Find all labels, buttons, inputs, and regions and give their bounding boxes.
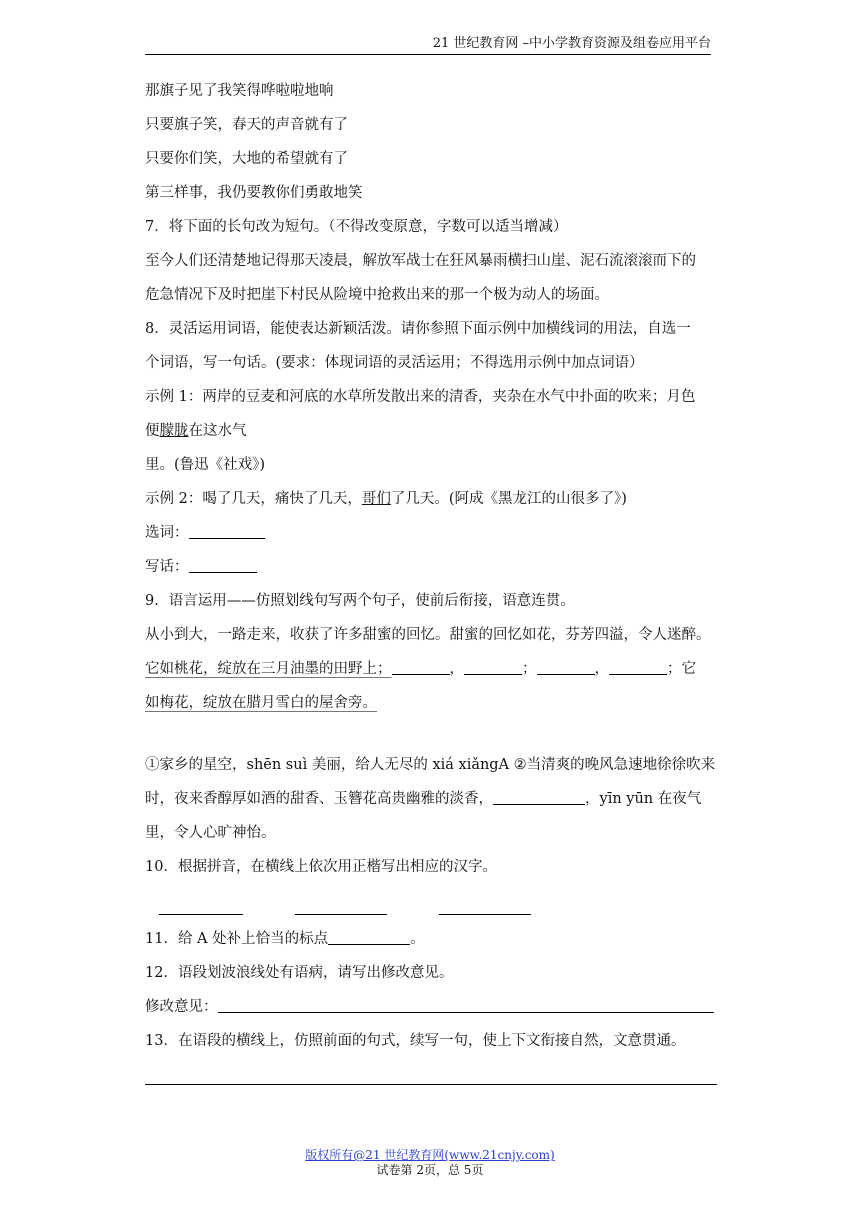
q10-answer-line-1[interactable] bbox=[159, 914, 243, 915]
q9-text-line-2 bbox=[145, 652, 717, 686]
q9-semicolon-2: ；它 bbox=[667, 661, 696, 677]
q13-prompt: 13．在语段的横线上，仿照前面的句式，续写一句，使上下文衔接自然，文意贯通。 bbox=[145, 1033, 686, 1049]
passage-line-2-end: ，yīn yūn 在夜气 bbox=[585, 791, 702, 807]
section-gap bbox=[145, 720, 717, 748]
q10-answer-line-2[interactable] bbox=[295, 914, 387, 915]
q8-select-blank[interactable] bbox=[189, 522, 265, 539]
q9-text-line-3 bbox=[145, 686, 717, 720]
q8-example-2 bbox=[145, 482, 717, 516]
q11-period: 。 bbox=[410, 931, 425, 947]
q9-semicolon-1: ； bbox=[522, 661, 537, 677]
q8-write-label: 写话： bbox=[145, 559, 189, 575]
q8-prompt-line-1: 8．灵活运用词语，能使表达新颖活泼。请你参照下面示例中加横线词的用法，自选一 bbox=[145, 321, 691, 337]
q9-blank-2[interactable] bbox=[464, 658, 522, 675]
q8-example-2-underlined-word: 哥们 bbox=[361, 491, 391, 507]
passage-line-1: ①家乡的星空，shēn suì 美丽，给人无尽的 xiá xiǎngA ②当清爽的晚风急速地徐徐吹来 bbox=[145, 757, 716, 773]
q8-example-2-pre: 示例 2：喝了几天，痛快了几天， bbox=[145, 491, 362, 507]
q9-underlined-sentence-end: 如梅花，绽放在腊月雪白的屋舍旁。 bbox=[145, 695, 377, 711]
q10-answer-line-3[interactable] bbox=[439, 914, 531, 915]
passage-line-2-text: 时，夜来香醇厚如酒的甜香、玉簪花高贵幽雅的淡香， bbox=[145, 791, 493, 807]
copyright-link[interactable]: 版权所有@21 世纪教育网(www.21cnjy.com) bbox=[305, 1148, 555, 1162]
q8-example-1-underlined-word: 朦胧 bbox=[159, 423, 189, 439]
q11-prompt: 11．给 A 处补上恰当的标点 bbox=[145, 931, 329, 947]
q9-blank-4[interactable] bbox=[609, 658, 667, 675]
q12-prompt: 12．语段划波浪线处有语病，请写出修改意见。 bbox=[145, 965, 454, 981]
q10-prompt: 10．根据拼音，在横线上依次用正楷写出相应的汉字。 bbox=[145, 859, 497, 875]
passage-line-3: 里，令人心旷神怡。 bbox=[145, 825, 276, 841]
poem-line-4: 第三样事，我仍要教你们勇敢地笑 bbox=[145, 185, 363, 201]
q10-answer-row bbox=[145, 884, 717, 922]
poem-line-2: 只要旗子笑，春天的声音就有了 bbox=[145, 117, 348, 133]
q9-underlined-sentence: 它如桃花，绽放在三月油墨的田野上； bbox=[145, 661, 392, 677]
q11-blank[interactable] bbox=[328, 928, 410, 945]
passage-blank[interactable] bbox=[493, 788, 585, 805]
q9-prompt: 9．语言运用——仿照划线句写两个句子，使前后衔接，语意连贯。 bbox=[145, 593, 575, 609]
q8-select-word-row bbox=[145, 516, 717, 550]
passage-line-2 bbox=[145, 782, 717, 816]
q13-answer-line[interactable] bbox=[145, 1084, 717, 1085]
q8-write-row bbox=[145, 550, 717, 584]
q11-row bbox=[145, 922, 717, 956]
q8-example-1-pre: 便 bbox=[145, 423, 160, 439]
q8-example-1-post: 在这水气 bbox=[188, 423, 247, 439]
q8-example-2-post: 了几天。(阿成《黑龙江的山很多了》) bbox=[390, 491, 627, 507]
q8-example-1-line-2 bbox=[145, 414, 717, 448]
q9-blank-3[interactable] bbox=[537, 658, 595, 675]
page-header bbox=[145, 34, 711, 55]
q8-prompt-line-2: 个词语，写一句话。(要求：体现词语的灵活运用；不得选用示例中加点词语） bbox=[145, 355, 644, 371]
q9-text-line-1: 从小到大，一路走来，收获了许多甜蜜的回忆。甜蜜的回忆如花，芬芳四溢，令人迷醉。 bbox=[145, 627, 711, 643]
q8-example-1-line-3: 里。(鲁迅《社戏》) bbox=[145, 457, 266, 473]
q12-label: 修改意见： bbox=[145, 999, 218, 1015]
document-body bbox=[145, 74, 717, 1088]
q8-example-1-line-1: 示例 1：两岸的豆麦和河底的水草所发散出来的清香，夹杂在水气中扑面的吹来；月色 bbox=[145, 389, 696, 405]
page-footer bbox=[0, 1148, 860, 1178]
q9-comma-1: ， bbox=[449, 661, 464, 677]
page-number: 试卷第 2页，总 5页 bbox=[376, 1163, 484, 1177]
header-text: 21 世纪教育网 –中小学教育资源及组卷应用平台 bbox=[432, 36, 711, 51]
q12-answer-blank[interactable] bbox=[218, 996, 714, 1013]
q7-prompt: 7．将下面的长句改为短句。（不得改变原意，字数可以适当增减） bbox=[145, 219, 568, 235]
q8-write-blank[interactable] bbox=[189, 556, 257, 573]
q7-text-line-2: 危急情况下及时把崖下村民从险境中抢救出来的那一个极为动人的场面。 bbox=[145, 287, 609, 303]
q8-select-label: 选词： bbox=[145, 525, 189, 541]
q12-answer-row bbox=[145, 990, 717, 1024]
poem-line-1: 那旗子见了我笑得哗啦啦地响 bbox=[145, 83, 334, 99]
poem-line-3: 只要你们笑，大地的希望就有了 bbox=[145, 151, 348, 167]
q9-blank-1[interactable] bbox=[392, 658, 450, 675]
q9-comma-2: ， bbox=[594, 661, 609, 677]
q13-answer-row bbox=[145, 1058, 717, 1088]
q7-text-line-1: 至今人们还清楚地记得那天凌晨，解放军战士在狂风暴雨横扫山崖、泥石流滚滚而下的 bbox=[145, 253, 696, 269]
